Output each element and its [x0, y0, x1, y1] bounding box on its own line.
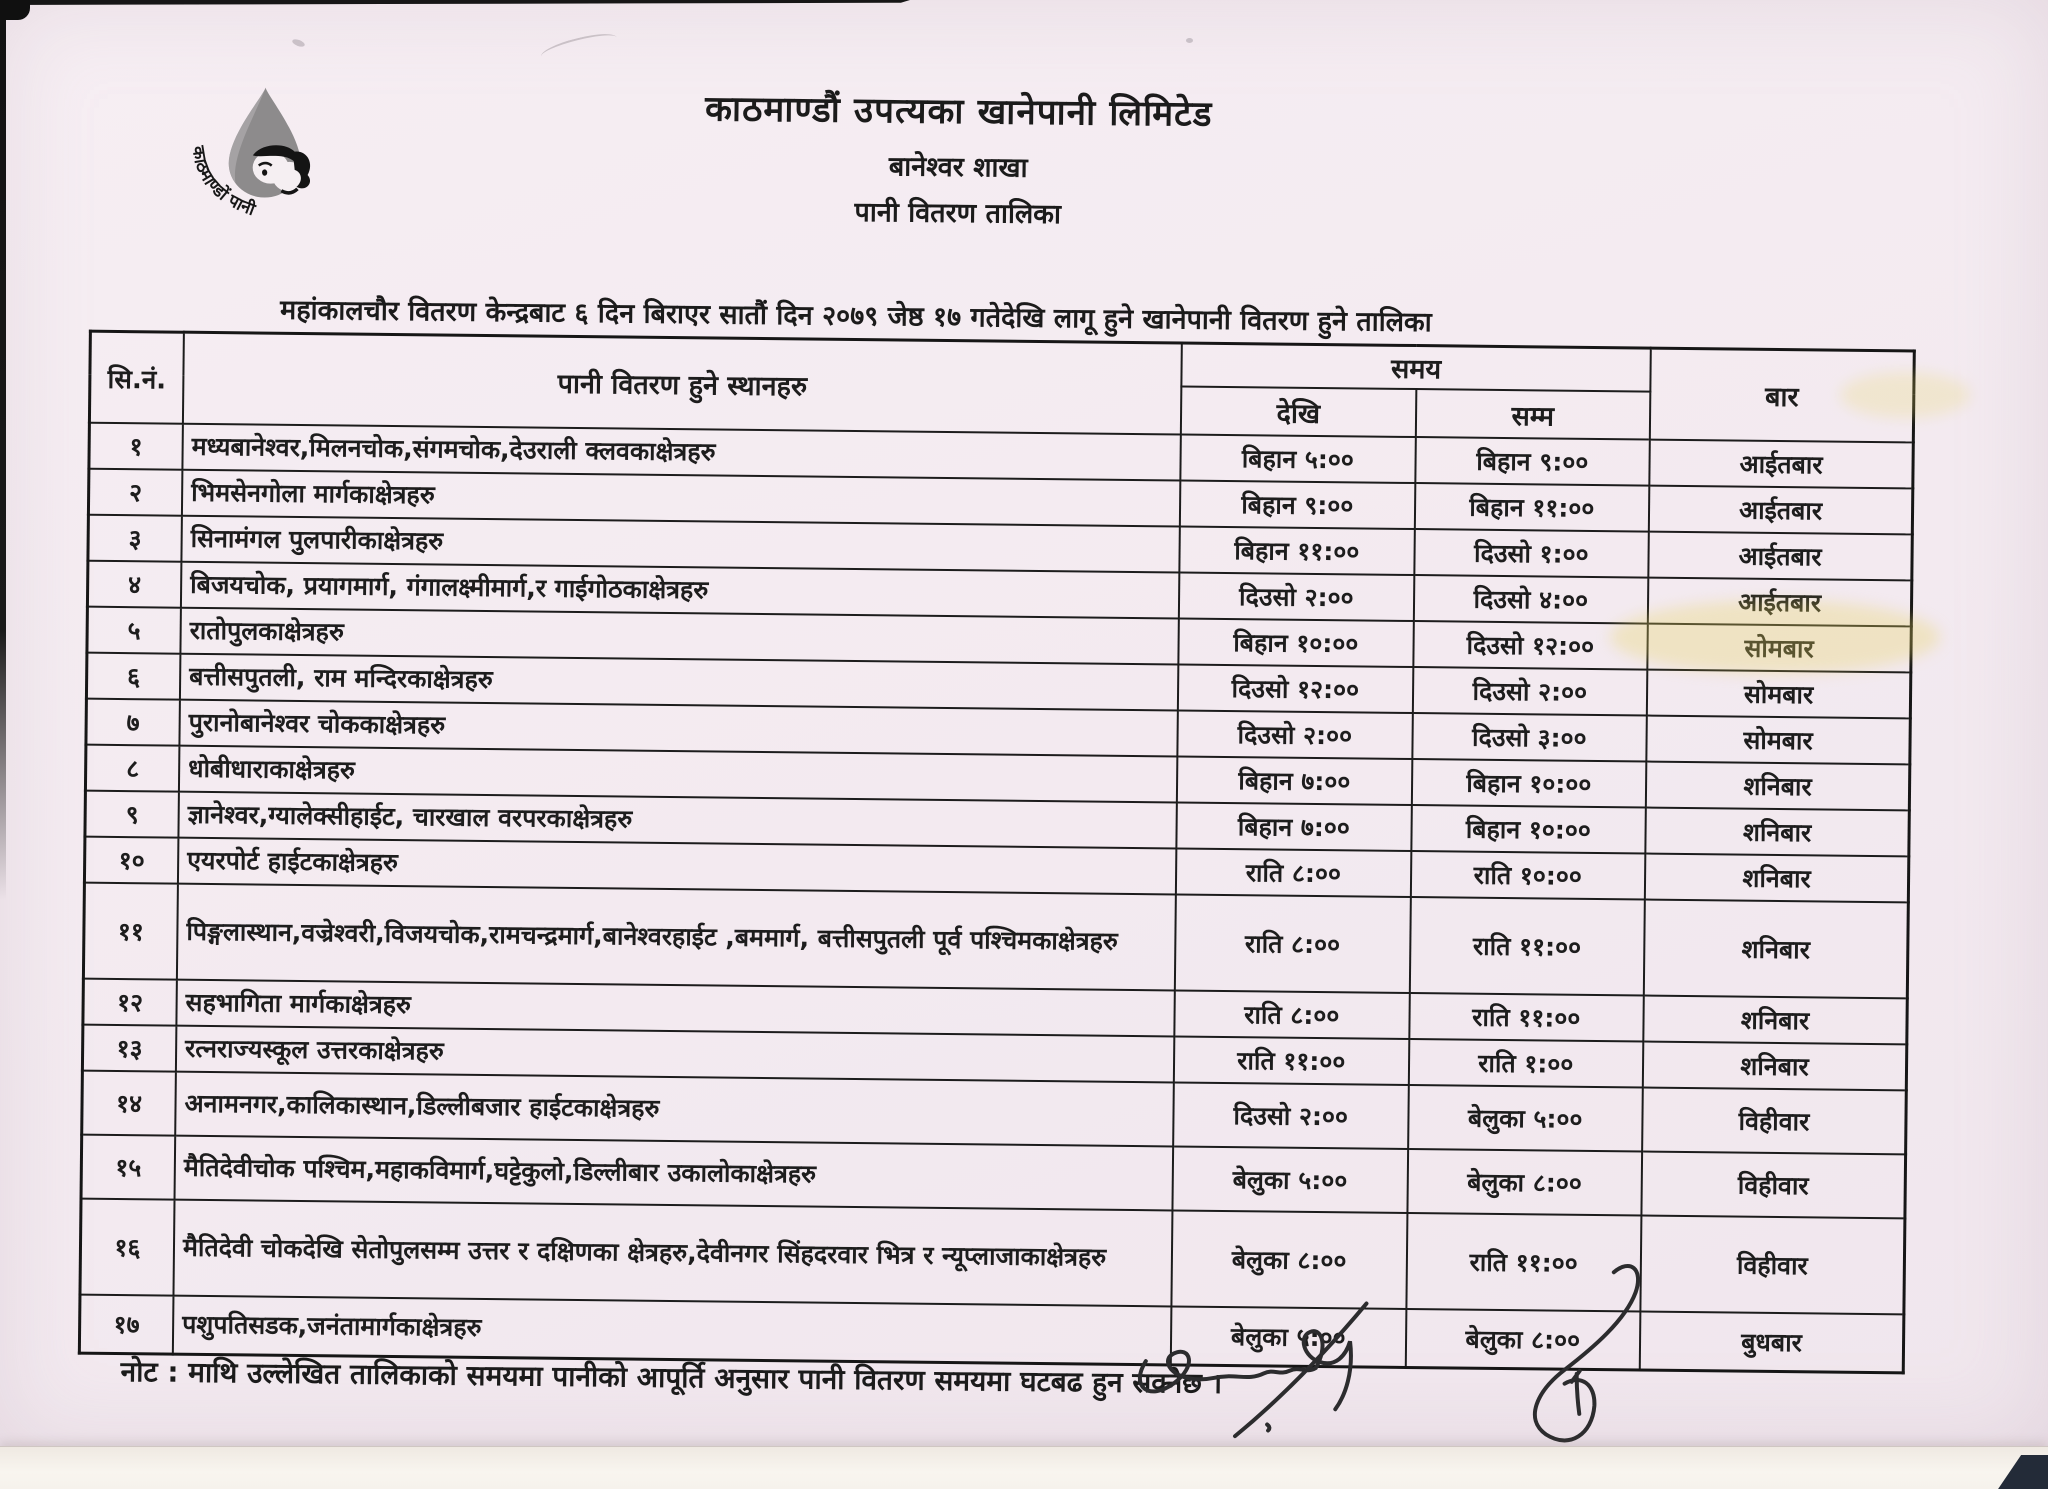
logo-curved-text: काठमाण्डों पानी: [187, 144, 258, 221]
row-day: सोमबार: [1647, 624, 1911, 673]
row-time-to: दिउसो २:००: [1412, 667, 1647, 716]
water-distribution-table: [78, 330, 1916, 1374]
row-day: सोमबार: [1646, 716, 1910, 765]
row-serial-number: १०: [84, 837, 178, 884]
company-title: काठमाण्डौं उपत्यका खानेपानी लिमिटेड: [704, 89, 1213, 135]
row-serial-number: ११: [83, 883, 178, 980]
row-day: सोमबार: [1647, 670, 1911, 719]
row-places: पिङ्गलास्थान,वज्रेश्वरी,विजयचोक,रामचन्द्रमार्ग,बानेश्वरहाईट ,बममार्ग, बत्तीसपुतली पूर्व पश्चिमकाक्षेत्रहरु: [177, 884, 1176, 991]
row-time-to: बेलुका ८:००: [1405, 1309, 1640, 1370]
row-serial-number: १५: [81, 1135, 175, 1200]
signature-left: [1117, 1283, 1449, 1462]
row-places: सहभागिता मार्गकाक्षेत्रहरु: [176, 980, 1174, 1037]
row-time-to: दिउसो ४:००: [1413, 575, 1648, 624]
row-time-from: बिहान ७:००: [1176, 802, 1411, 851]
row-places: सिनामंगल पुलपारीकाक्षेत्रहरु: [181, 516, 1179, 573]
row-serial-number: ५: [87, 607, 181, 654]
row-places: रत्नराज्यस्कूल उत्तरकाक्षेत्रहरु: [176, 1026, 1174, 1083]
row-places: मैतिदेवी चोकदेखि सेतोपुलसम्म उत्तर र दक्षिणका क्षेत्रहरु,देवीनगर सिंहदरवार भित्र र न्यूप्लाजाकाक्षेत्रहरु: [173, 1200, 1172, 1307]
row-time-to: दिउसो १२:००: [1413, 621, 1648, 670]
row-time-from: दिउसो २:००: [1177, 710, 1412, 759]
row-time-to: बिहान १०:००: [1411, 759, 1646, 808]
row-places: रातोपुलकाक्षेत्रहरु: [180, 608, 1178, 665]
row-serial-number: १: [89, 423, 183, 470]
row-serial-number: १७: [79, 1295, 173, 1354]
row-time-from: दिउसो २:००: [1173, 1082, 1408, 1149]
row-day: विहीवार: [1641, 1152, 1905, 1219]
col-serial-number: सि.नं.: [89, 331, 183, 424]
schedule-title: पानी वितरण तालिका: [854, 196, 1062, 231]
row-day: आईतबार: [1648, 578, 1912, 627]
row-time-to: राति ११:००: [1409, 993, 1644, 1042]
row-time-from: राति ८:००: [1175, 894, 1411, 993]
row-time-to: बिहान ९:००: [1415, 437, 1650, 486]
row-day: शनिबार: [1643, 996, 1907, 1045]
row-time-from: बेलुका ५:००: [1172, 1146, 1407, 1213]
row-day: शनिबार: [1645, 808, 1909, 857]
row-places: पशुपतिसडक,जनंतामार्गकाक्षेत्रहरु: [173, 1296, 1172, 1365]
row-serial-number: ४: [87, 561, 181, 608]
row-serial-number: ३: [88, 515, 182, 562]
col-day: बार: [1650, 348, 1914, 442]
row-time-to: बेलुका ५:००: [1408, 1085, 1643, 1152]
row-serial-number: १४: [82, 1071, 176, 1136]
row-places: एयरपोर्ट हाईटकाक्षेत्रहरु: [178, 838, 1176, 895]
row-day: शनिबार: [1644, 900, 1909, 999]
row-day: बुधबार: [1640, 1312, 1904, 1373]
row-places: धोबीधाराकाक्षेत्रहरु: [179, 746, 1177, 803]
row-day: विहीवार: [1642, 1088, 1906, 1155]
row-places: पुरानोबानेश्वर चोककाक्षेत्रहरु: [179, 700, 1177, 757]
row-day: शनिबार: [1643, 1042, 1907, 1091]
row-places: मध्यबानेश्वर,मिलनचोक,संगमचोक,देउराली क्लवकाक्षेत्रहरु: [182, 424, 1180, 481]
row-day: विहीवार: [1640, 1216, 1905, 1315]
row-serial-number: ७: [86, 699, 180, 746]
row-time-from: दिउसो १२:००: [1178, 664, 1413, 713]
row-serial-number: ८: [85, 745, 179, 792]
col-time-to: सम्म: [1415, 389, 1650, 440]
row-day: शनिबार: [1645, 854, 1909, 903]
scan-artifact-yellow-stain: [1610, 600, 1940, 674]
row-time-from: बेलुका ५:००: [1171, 1306, 1406, 1367]
col-places: पानी वितरण हुने स्थानहरु: [183, 332, 1182, 434]
row-time-to: बेलुका ८:००: [1407, 1149, 1642, 1216]
row-time-to: राति १:००: [1408, 1039, 1643, 1088]
row-serial-number: १२: [83, 979, 177, 1026]
row-places: भिमसेनगोला मार्गकाक्षेत्रहरु: [182, 470, 1180, 527]
intro-line: महांकालचौर वितरण केन्द्रबाट ६ दिन बिराएर सातौं दिन २०७९ जेष्ठ १७ गतेदेखि लागू हुने खानेपानी वितरण हुने तालिका: [279, 294, 1432, 339]
row-time-from: बेलुका ८:००: [1171, 1210, 1407, 1309]
row-places: मैतिदेवीचोक पश्चिम,महाकविमार्ग,घट्टेकुलो,डिल्लीबार उकालोकाक्षेत्रहरु: [175, 1136, 1174, 1211]
row-time-from: राति ८:००: [1174, 990, 1409, 1039]
row-serial-number: १६: [80, 1199, 175, 1296]
row-places: अनामनगर,कालिकास्थान,डिल्लीबजार हाईटकाक्षेत्रहरु: [175, 1072, 1174, 1147]
scan-artifact-yellow-stain: [1840, 372, 1970, 418]
row-time-from: बिहान ११:००: [1179, 526, 1414, 575]
branch-title: बानेश्वर शाखा: [888, 151, 1028, 184]
col-time: समय: [1181, 343, 1650, 392]
row-places: बत्तीसपुतली, राम मन्दिरकाक्षेत्रहरु: [180, 654, 1178, 711]
scan-artifact-left-edge: [0, 0, 6, 900]
row-time-from: राति ११:००: [1174, 1036, 1409, 1085]
footer-note: नोट : माथि उल्लेखित तालिकाको समयमा पानीको आपूर्ति अनुसार पानी वितरण समयमा घटबढ हुन सक्नेछ ।: [120, 1355, 1223, 1400]
row-serial-number: १३: [82, 1025, 176, 1072]
table-body: [79, 423, 1913, 1373]
row-time-to: बिहान ११:००: [1414, 483, 1649, 532]
row-time-from: दिउसो २:००: [1179, 572, 1414, 621]
scanner-background-strip: [0, 1446, 2048, 1489]
row-time-to: राति १०:००: [1410, 851, 1645, 900]
row-time-to: दिउसो ३:००: [1412, 713, 1647, 762]
title-block: [0, 77, 1916, 241]
row-time-to: राति ११:००: [1406, 1213, 1642, 1312]
row-time-to: दिउसो १:००: [1414, 529, 1649, 578]
row-places: बिजयचोक, प्रयागमार्ग, गंगालक्ष्मीमार्ग,र गाईगोठकाक्षेत्रहरु: [181, 562, 1179, 619]
row-time-from: बिहान ९:००: [1180, 480, 1415, 529]
scan-artifact-corner: [0, 0, 30, 20]
row-time-from: बिहान १०:००: [1178, 618, 1413, 667]
row-time-from: राति ८:००: [1176, 848, 1411, 897]
row-time-to: राति ११:००: [1409, 897, 1645, 996]
row-places: ज्ञानेश्वर,ग्यालेक्सीहाईट, चारखाल वरपरकाक्षेत्रहरु: [178, 792, 1176, 849]
row-time-to: बिहान १०:००: [1411, 805, 1646, 854]
scan-artifact-speck: [1186, 38, 1193, 43]
row-day: आईतबार: [1649, 486, 1913, 535]
row-time-from: बिहान ७:००: [1177, 756, 1412, 805]
row-day: आईतबार: [1648, 532, 1912, 581]
row-time-from: बिहान ५:००: [1180, 434, 1415, 483]
col-time-from: देखि: [1181, 386, 1416, 437]
row-day: शनिबार: [1646, 762, 1910, 811]
row-serial-number: ६: [86, 653, 180, 700]
row-serial-number: २: [88, 469, 182, 516]
row-serial-number: ९: [85, 791, 179, 838]
row-day: आईतबार: [1649, 440, 1913, 489]
signature-right: [1492, 1253, 1684, 1460]
